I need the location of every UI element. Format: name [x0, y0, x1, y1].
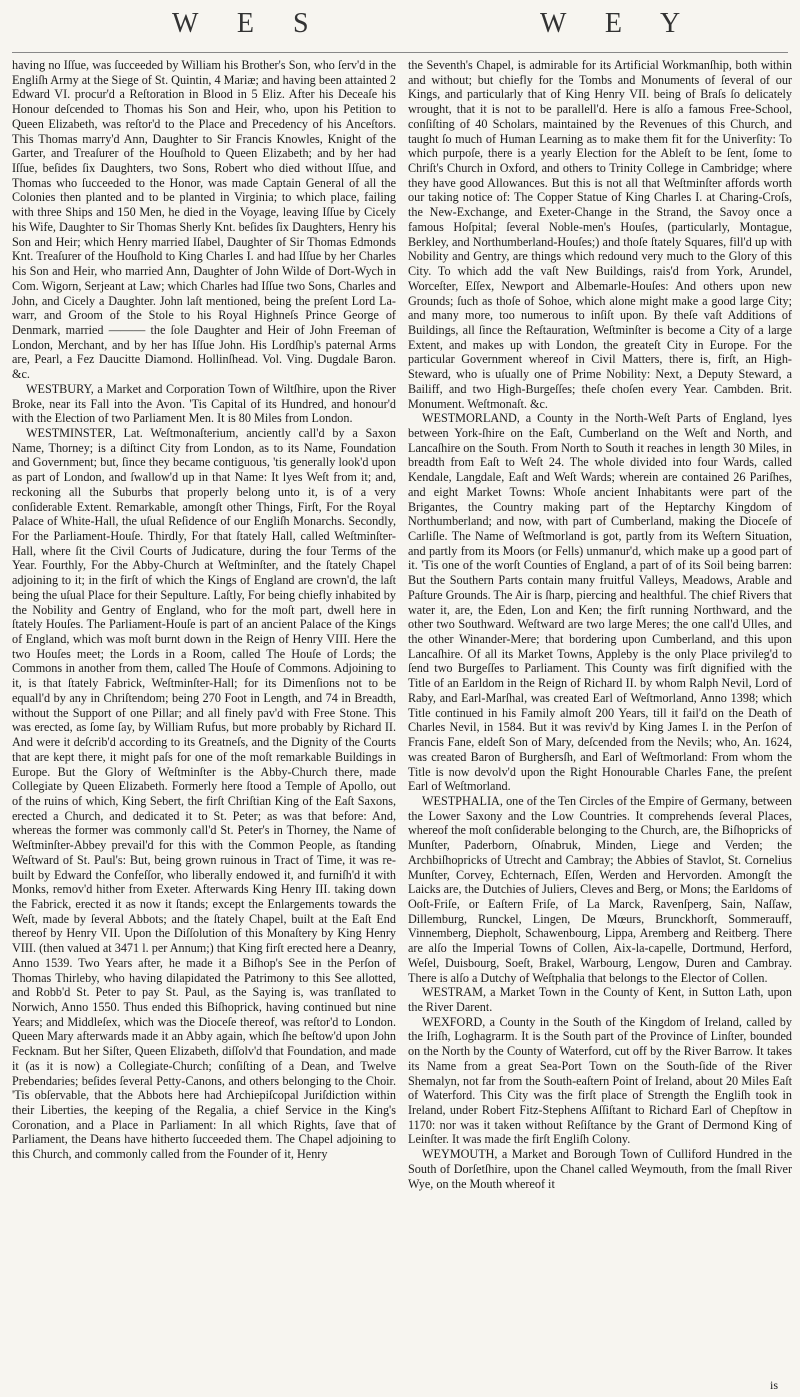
header-rule	[12, 52, 788, 53]
right-column	[408, 58, 792, 1191]
entry-westminster: WESTMINSTER, Lat. Weſtmonaſterium, anciently call'd by a Saxon Name, Thorney; is a diſtinct City from London, as to its Name, Foundation and Government; but, ſince they became contiguous, 'tis generally look'd upon as part of London, and ſwallow'd up in that Name: It lyes Weſt from it; and, reckoning all the Suburbs that properly belong unto it, is of a very conſiderable Extent. Remarkable, amongſt other Things, Firſt, For the Royal Palace of White-Hall, the uſual Reſidence of our Engliſh Monarchs. Secondly, For the Parliament-Houſe. Thirdly, For that ſtately Hall, called Weſtminſter-Hall, where ſit the Civil Courts of Judicature, during the four Terms of the Year. Fourthly, For the Abby-Church at Weſtminſter, and the ſtately Chapel adjoining to it; in the firſt of which the Kings of England are crown'd, the laſt being the uſual Place for their Sepulture. Laſtly, For being chiefly inhabited by the Nobility and Gentry of England, who for the moſt part, dwell here in ſtately Houſes. The Parliament-Houſe is part of an ancient Palace of the Kings of England, which was moſt burnt down in the Reign of Henry VIII. Here the two Houſes meet; the Lords in a Room, called The Houſe of Lords; the Commons in another from them, called The Houſe of Commons. Adjoining to it, is that ſtately Fabrick, Weſtminſter-Hall; for its Dimenſions not to be equall'd by any in Chriſtendom; being 270 Foot in Length, and 74 in Breadth, without the Support of one Pillar; and all finely pav'd with Free Stone. This was erected, as ſome ſay, by William Rufus, but more probably by Richard II. And were it deſcrib'd according to its Greatneſs, and the Dignity of the Courts that are kept there, it might paſs for one of the moſt remarkable Buildings in Europe. But the Glory of Weſtminſter is the Abby-Church there, made Collegiate by Queen Elizabeth. Formerly here ſtood a Temple of Apollo, out of the ruins of which, King Sebert, the firſt Chriſtian King of the Eaſt Saxons, erected a Church, and dedicated it to St. Peter; as was that before: And, whereas the former was commonly call'd St. Peter's in Thorney, the Name of Weſtminſter-Abbey prevail'd for this with the Common People, as ſtanding Weſtward of St. Paul's: But, being grown ruinous in Tract of Time, it was re-built by Edward the Confeſſor, who liberally endowed it, and furniſh'd it with Monks, remov'd hither from Exeter. Afterwards King Henry III. taking down the Fabrick, erected it as now it ſtands; except the Enlargements towards the Weſt, made by ſeveral Abbots; and the ſtately Chapel, built at the Eaſt End thereof by Henry VII. Upon the Diſſolution of this Monaſtery by King Henry VIII. (then valued at 3471 l. per Annum;) that King firſt erected here a Deanry, Anno 1539. Two Years after, he made it a Biſhop's See in the Perſon of Thomas Thirleby, who having dilapidated the Patrimony to this See allotted, and Robb'd St. Peter to pay St. Paul, as the Saying is, was tranſlated to Norwich, Anno 1550. Thus ended this Biſhoprick, having continued but nine Years; and Middleſex, which was the Dioceſe thereof, was reſtor'd to London. Queen Mary afterwards made it an Abby again, which ſhe beſtow'd upon John Fecknam. But her Siſter, Queen Elizabeth, diſſolv'd that Foundation, and made it (as it is now) a Collegiate-Church; conſiſting of a Dean, and Twelve Prebendaries; beſides ſeveral Petty-Canons, and others belonging to the Choir. 'Tis obſervable, that the Abbots here had Archiepiſcopal Juriſdiction within their Liberties, the keeping of the Regalia, a chief Service in the King's Coronation, and a Place in Parliament: In all which Rights, ſave that of Parliament, the Deans have hitherto ſucceeded them. The Chapel adjoining to this Church, and commonly called from the Founder of it, Henry	[12, 425, 396, 1162]
entry-westphalia: WESTPHALIA, one of the Ten Circles of the Empire of Germany, between the Lower Saxony and the Low Countries. It comprehends ſeveral Places, whereof the moſt conſiderable belonging to the Church, are, the Biſhopricks of Munſter, Paderborn, Oſnabruk, Minden, Liege and Verden; the Archbiſhopricks of Utrecht and Cambray; the Abbies of Stavlot, St. Cornelius Munſter, Corvey, Echternach, Eſſen, Werden and Hervorden. Amongſt the Laicks are, the Dutchies of Juliers, Cleves and Berg, or Mons; the Earldoms of Ooſt-Friſe, or Eaſtern Friſe, of La Marck, Ravenſperg, Sain, Naſſaw, Dillemburg, Runckel, Lingen, De Mœurs, Brunckhorſt, Sommerauff, Vinnemberg, Diepholt, Schawenbourg, Lippa, Aremberg and Reitberg. There are alſo the Imperial Towns of Collen, Aix-la-capelle, Dortmund, Herford, Weſel, Duisbourg, Soeſt, Brakel, Warbourg, Lengow, Duren and Cambray. There is alſo a Dutchy of Weſtphalia that belongs to the Elector of Collen.	[408, 793, 792, 985]
header-right: W E Y	[540, 8, 697, 39]
paragraph-westminster-continued: the Seventh's Chapel, is admirable for its Artificial Workmanſhip, both within and without; but chiefly for the Tombs and Monuments of ſeveral of our Kings, and particularly that of King Henry VII. being of Braſs ſo delicately wrought, that it is not to be parallell'd. Here is alſo a famous Free-School, conſiſting of 40 Scholars, maintained by the Revenues of this Church, and taught ſo much of Human Learning as to make them fit for the Univerſity: To which purpoſe, there is a yearly Election for the Ableſt to be ſent, ſome to Chriſt's Church in Oxford, and others to Trinity College in Cambridge; where they have good Allowances. But this is not all that Weſtminſter affords worth our taking notice of: The Copper Statue of King Charles I. at Charing-Croſs, the New-Exchange, and Exeter-Change in the Strand, the Savoy once a famous Hoſpital; ſeveral Noble-men's Houſes, (particularly, Montague, Berkley, and Northumberland-Houſes;) and thoſe ſtately Squares, fill'd up with Nobility and Gentry, are things which redound very much to the Glory of this City. To which add the vaſt New Buildings, rais'd from York, Arundel, Worceſter, Eſſex, Newport and Albemarle-Houſes: And others upon new Grounds; ſuch as thoſe of Sohoe, which alone might make a good large City; and many more, too numerous to inſiſt upon. By theſe vaſt Additions of Buildings, all ſince the Reſtauration, Weſtminſter is become a City of a large Extent, and makes up with London, the greateſt City in Europe. For the particular Government whereof in Civil Matters, there is, firſt, an High-Steward, who is uſually one of Prime Nobility: Next, a Deputy Steward, a Bailiff, and two High-Burgeſſes; theſe choſen every Year. Cambden. Brit. Monument. Weſtmonaſt. &c.	[408, 58, 792, 411]
entry-wexford: WEXFORD, a County in the South of the Kingdom of Ireland, called by the Iriſh, Loghagrarm. It is the South part of the Province of Linſter, bounded on the North by the County of Waterford, cut off by the River Barrow. It takes its Name from a great Sea-Port Town on the South-ſide of the River Shemalyn, not far from the South-eaſtern Point of Ireland, about 20 Miles Eaſt of Waterford. This City was the firſt place of Strength the Engliſh took in Ireland, under Robert Fitz-Stephens Aſſiſtant to Richard Earl of Chepſtow in 1170: nor was it taken without Reſiſtance by the Grant of Dermond King of Leinſter. It was made the firſt Engliſh Colony.	[408, 1014, 792, 1147]
left-column	[12, 58, 396, 1162]
entry-westbury: WESTBURY, a Market and Corporation Town of Wiltſhire, upon the River Broke, near its Fall into the Avon. 'Tis Capital of its Hundred, and honour'd with the Election of two Parliament Men. It is 80 Miles from London.	[12, 381, 396, 426]
header-left: W E S	[172, 8, 325, 39]
entry-westram: WESTRAM, a Market Town in the County of Kent, in Sutton Lath, upon the River Darent.	[408, 985, 792, 1014]
entry-westmorland: WESTMORLAND, a County in the North-Weſt Parts of England, lyes between York-ſhire on the Eaſt, Cumberland on the Weſt and North, and Lancaſhire on the South. From North to South it reaches in length 30 Miles, in breadth from Eaſt to Weſt 24. The whole divided into four Wards, called Kendale, Langdale, Eaſt and Weſt Wards; wherein are contained 26 Pariſhes, and eight Market Towns: Whoſe ancient Inhabitants were part of the Brigantes, the Country making part of the Heptarchy Kingdom of Northumberland; and now, with part of Cumberland, making the Dioceſe of Carliſle. The Name of Weſtmorland is got, partly from its Weſtern Situation, and partly from its Moors (or Fells) unmanur'd, which make up a good part of it. 'Tis one of the worſt Counties of England, a part of of its Soil being barren: But the Southern Parts contain many fruitful Valleys, Meadows, Arable and Paſture Grounds. The Air is ſharp, piercing and healthful. The chief Rivers that water it, are, the Eden, Lon and Ken; the firſt running Northward, and the other two Southward. Weſtward are two large Meres; the one call'd Ulles, and the other Winander-Mere; that bordering upon Cumberland, and this upon Lancaſhire. Of all its Market Towns, Appleby is the only Place privileg'd to ſend two Burgeſſes to Parliament. This County was firſt dignified with the Title of an Earldom in the Reign of Richard II. by whom Ralph Nevil, Lord of Raby, and Earl-Marſhal, was created Earl of Weſtmorland, Anno 1398; which Title continued in his Family almoſt 200 Years, till it fail'd on the Death of Charles Nevil, in 1584. But it was reviv'd by King James I. in the Perſon of Francis Fane, eldeſt Son of Mary, deſcended from the Nevils; who, An. 1624, was created Baron of Burghersſh, and Earl of Weſtmorland: From whom the Title is now devolv'd upon the Right Honourable Charles Fane, the preſent Earl of Weſtmorland.	[408, 411, 792, 794]
paragraph-lawarr-continued: having no Iſſue, was ſucceeded by William his Brother's Son, who ſerv'd in the Engliſh Army at the Siege of St. Quintin, 4 Mariæ; and having been attainted 2 Edward VI. procur'd a Reſtoration in Blood in 5 Eliz. After his Deceaſe his Honour deſcended to Thomas his Son and Heir, who, upon his Petition to Queen Elizabeth, was reſtor'd to the Place and Precedency of his Anceſtors. This Thomas marry'd Ann, Daughter to Sir Francis Knowles, Knight of the Garter, and Treaſurer of the Houſhold to Queen Elizabeth; and by her had Iſſue, beſides ſix Daughters, two Sons, Robert who died without Iſſue, and Thomas who ſucceeded to the Honor, was made Captain General of all the Colonies then planted and to be planted in Virginia; to which place, failing with three Ships and 150 Men, he died in the Voyage, leaving Iſſue by Cicely his Wife, Daughter to Sir Thomas Sherly Knt. beſides ſix Daughters, Henry his Son and Heir; which Henry married Iſabel, Daughter of Sir Thomas Edmonds Knt. Treaſurer of the Houſhold to King Charles I. and had Iſſue by her Charles his Son and Heir, who married Ann, Daughter of John Wilde of Dort-Wych in Com. Wigorn, Serjeant at Law; which Charles had Iſſue two Sons, Charles and John, and Cicely a Daughter. John laſt mentioned, being the preſent Lord La-warr, and Groom of the Stole to his Royal Highneſs Prince George of Denmark, married ——— the ſole Daughter and Heir of John Freeman of London, Merchant, and by her has Iſſue John. His Lordſhip's paternal Arms are, Pearl, a Fez Daucitte Diamond. Hollinſhead. Vol. Ving. Dugdale Baron. &c.	[12, 58, 396, 382]
running-header	[0, 0, 800, 52]
entry-weymouth: WEYMOUTH, a Market and Borough Town of Culliford Hundred in the South of Dorſetſhire, upon the Chanel called Weymouth, from the ſmall River Wye, on the Mouth whereof it	[408, 1147, 792, 1191]
catchword: is	[770, 1378, 779, 1392]
